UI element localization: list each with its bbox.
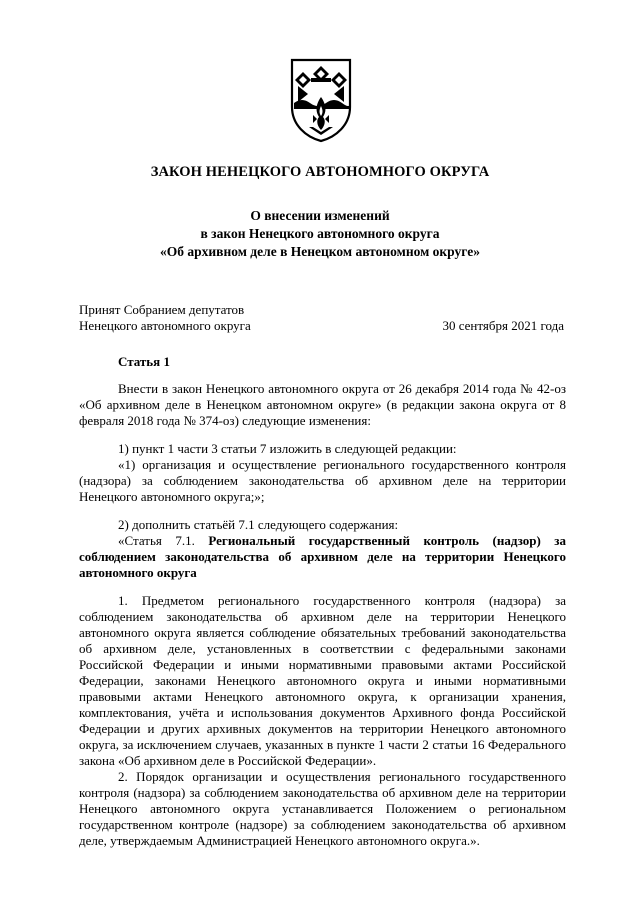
point-1: 1. Предметом регионального государственного контроля (надзора) за соблюдением законодательства об архивном деле на территории Ненецкого автономного округа является соблюдение обязательных требований законодательства об архивном деле, установленных в соответствии с федеральными законами Российской Федерации и иными нормативными правовыми актами Российской Федерации, законами Ненецкого автономного округа и иными нормативными правовыми актами Ненецкого автономного округа, к организации хранения, комплектования, учёта и использования документов Архивного фонда Российской Федерации и других архивных документов на территории Ненецкого автономного округа, за исключением случаев, указанных в пункте 1 части 2 статьи 16 Федерального закона «Об архивном деле в Российской Федерации». (79, 593, 566, 768)
intro-paragraph: Внести в закон Ненецкого автономного округа от 26 декабря 2014 года № 42-оз «Об архивном деле в Ненецком автономном округе» (в редакции закона округа от 8 февраля 2018 года № 374-оз) следующие изменения: (79, 381, 566, 428)
item-2: 2) дополнить статьёй 7.1 следующего содержания: (118, 517, 399, 532)
new-article-prefix: «Статья 7.1. (118, 533, 195, 548)
subtitle-line-2: в закон Ненецкого автономного округа (200, 226, 440, 241)
new-article-heading (79, 533, 566, 581)
item-1-text: «1) организация и осуществление регионального государственного контроля (надзора) за соблюдением законодательства об архивном деле на территории Ненецкого автономного округа;»; (79, 457, 566, 504)
subtitle-line-1: О внесении изменений (250, 208, 390, 223)
new-article-title: Региональный государственный контроль (надзор) за соблюдением законодательства об архивном деле на территории Ненецкого автономного округа (79, 533, 566, 580)
subtitle-line-3: «Об архивном деле в Ненецком автономном округе» (160, 244, 480, 259)
adoption-info (79, 302, 251, 334)
article-heading: Статья 1 (118, 354, 170, 369)
adoption-line-1: Принят Собранием депутатов (79, 302, 245, 317)
coat-of-arms-emblem (289, 57, 353, 143)
adoption-date: 30 сентября 2021 года (442, 318, 564, 333)
point-2: 2. Порядок организации и осуществления регионального государственного контроля (надзора) за соблюдением законодательства об архивном деле на территории Ненецкого автономного округа устанавливается Положением о региональном государственном контроле (надзоре) за соблюдением законодательства об архивном деле, утверждаемым Администрацией Ненецкого автономного округа.». (79, 769, 566, 848)
item-1: 1) пункт 1 части 3 статьи 7 изложить в следующей редакции: (118, 441, 457, 456)
article-body (79, 381, 566, 849)
law-title: ЗАКОН НЕНЕЦКОГО АВТОНОМНОГО ОКРУГА (150, 164, 490, 180)
adoption-line-2: Ненецкого автономного округа (79, 318, 251, 333)
law-subtitle (0, 207, 640, 261)
